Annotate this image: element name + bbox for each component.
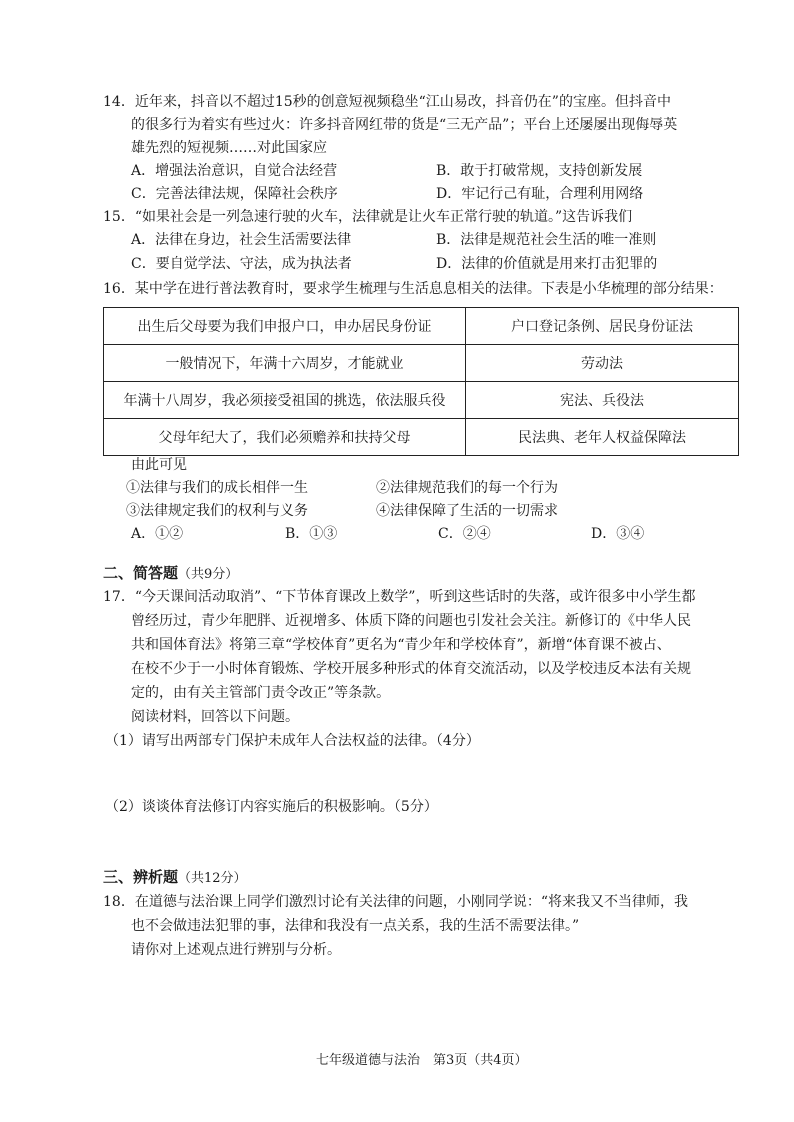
table-row <box>104 419 739 456</box>
law-table <box>103 307 739 456</box>
q17-stem-line-1: 17．“今天课间活动取消”、“下节体育课改上数学”，听到这些话时的失落，或许很多中小学生都 <box>103 589 696 605</box>
table-cell-situation: 出生后父母要为我们申报户口，申办居民身份证 <box>104 308 466 345</box>
q14-stem-line-1: 14．近年来，抖音以不超过15秒的创意短视频稳坐“江山易改，抖音仍在”的宝座。但抖音中 <box>103 94 671 110</box>
q17-sub-question-2: （2）谈谈体育法修订内容实施后的积极影响。（5分） <box>105 799 438 815</box>
table-cell-law: 民法典、老年人权益保障法 <box>466 419 739 456</box>
q16-option-a: A．①② <box>131 526 184 542</box>
q16-lead: 由此可见 <box>131 457 187 473</box>
table-cell-situation: 父母年纪大了，我们必须赡养和扶持父母 <box>104 419 466 456</box>
page-footer: 七年级道德与法治 第3页（共4页） <box>316 1053 528 1068</box>
q17-stem-line-5: 定的，由有关主管部门责令改正”等条款。 <box>131 685 391 701</box>
q17-stem-line-4: 在校不少于一小时体育锻炼、学校开展多种形式的体育交流活动，以及学校违反本法有关规 <box>131 661 691 677</box>
q16-statement-4: ④法律保障了生活的一切需求 <box>376 503 558 519</box>
q18-stem-line-1: 18．在道德与法治课上同学们激烈讨论有关法律的问题，小刚同学说：“将来我又不当律师，我 <box>103 894 688 910</box>
q14-stem-line-2: 的很多行为着实有些过火：许多抖音网红带的货是“三无产品”；平台上还屡屡出现侮辱英 <box>131 117 678 133</box>
q16-statement-1: ①法律与我们的成长相伴一生 <box>126 480 308 496</box>
q17-instruction: 阅读材料，回答以下问题。 <box>131 709 299 725</box>
section-2-points: （共9分） <box>178 567 239 582</box>
q17-stem-line-3: 共和国体育法》将第三章“学校体育”更名为“青少年和学校体育”，新增“体育课不被占、 <box>131 637 671 653</box>
q16-option-b: B．①③ <box>285 526 338 542</box>
q18-stem-line-3: 请你对上述观点进行辨别与分析。 <box>131 942 341 958</box>
q14-option-d: D．牢记行己有耻，合理利用网络 <box>436 186 644 202</box>
q17-sub-question-1: （1）请写出两部专门保护未成年人合法权益的法律。（4分） <box>105 733 480 749</box>
q15-option-c: C．要自觉学法、守法，成为执法者 <box>131 256 352 272</box>
q15-option-a: A．法律在身边，社会生活需要法律 <box>131 232 352 248</box>
q16-statement-3: ③法律规定我们的权利与义务 <box>126 503 308 519</box>
q14-option-c: C．完善法律法规，保障社会秩序 <box>131 186 338 202</box>
section-3-title: 三、辨析题 <box>103 868 179 886</box>
table-cell-law: 户口登记条例、居民身份证法 <box>466 308 739 345</box>
q15-option-b: B．法律是规范社会生活的唯一准则 <box>436 232 657 248</box>
table-cell-law: 宪法、兵役法 <box>466 382 739 419</box>
section-3-points: （共12分） <box>178 871 247 886</box>
q17-stem-line-2: 曾经历过，青少年肥胖、近视增多、体质下降的问题也引发社会关注。新修订的《中华人民 <box>131 613 691 629</box>
q18-stem-line-2: 也不会做违法犯罪的事，法律和我没有一点关系，我的生活不需要法律。” <box>131 918 580 934</box>
table-cell-situation: 一般情况下，年满十六周岁，才能就业 <box>104 345 466 382</box>
q16-stem: 16．某中学在进行普法教育时，要求学生梳理与生活息息相关的法律。下表是小华梳理的部分结果： <box>103 281 723 297</box>
table-row <box>104 308 739 345</box>
q14-option-a: A．增强法治意识，自觉合法经营 <box>131 163 338 179</box>
section-3-heading <box>103 866 247 888</box>
table-row <box>104 382 739 419</box>
q16-option-d: D．③④ <box>591 526 645 542</box>
q15-option-d: D．法律的价值就是用来打击犯罪的 <box>436 256 658 272</box>
table-row <box>104 345 739 382</box>
q16-option-c: C．②④ <box>438 526 491 542</box>
q14-stem-line-3: 雄先烈的短视频……对此国家应 <box>131 140 327 156</box>
q16-statement-2: ②法律规范我们的每一个行为 <box>376 480 558 496</box>
q14-option-b: B．敢于打破常规，支持创新发展 <box>436 163 643 179</box>
section-2-heading <box>103 562 238 584</box>
table-cell-law: 劳动法 <box>466 345 739 382</box>
section-2-title: 二、简答题 <box>103 564 179 582</box>
table-cell-situation: 年满十八周岁，我必须接受祖国的挑选，依法服兵役 <box>104 382 466 419</box>
q15-stem: 15．“如果社会是一列急速行驶的火车，法律就是让火车正常行驶的轨道。”这告诉我们 <box>103 209 633 225</box>
